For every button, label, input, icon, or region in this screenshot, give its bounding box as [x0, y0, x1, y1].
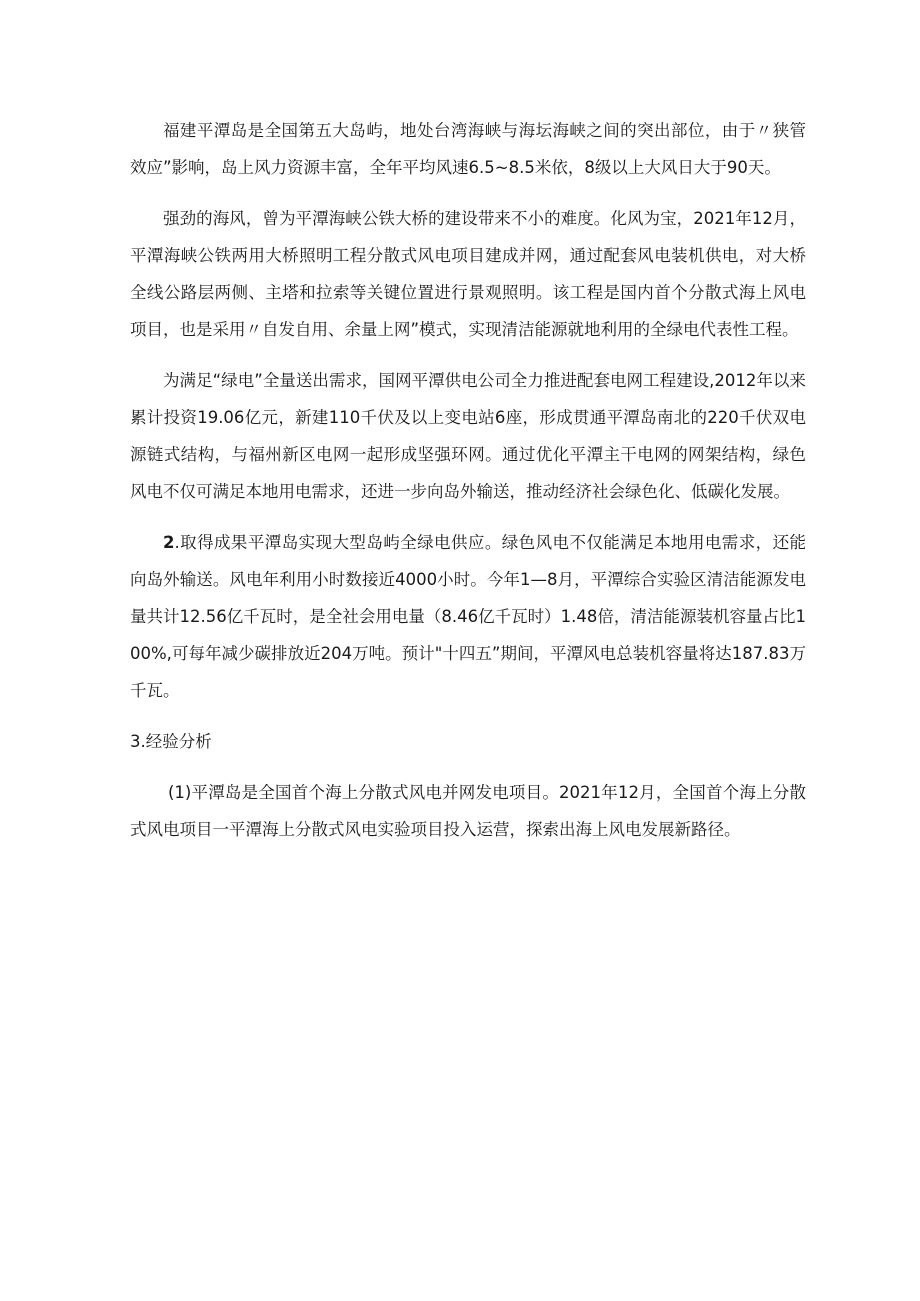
paragraph-island-wind: 福建平潭岛是全国第五大岛屿，地处台湾海峡与海坛海峡之间的突出部位，由于〃狭管效应”影响，岛上风力资源丰富，全年平均风速6.5~8.5米依，8级以上大风日大于90天。 [130, 121, 806, 177]
paragraph-experience-1: (1)平潭岛是全国首个海上分散式风电并网发电项目。2021年12月，全国首个海上分散式风电项目一平潭海上分散式风电实验项目投入运营，探索出海上风电发展新路径。 [130, 783, 806, 839]
results-text: .取得成果平潭岛实现大型岛屿全绿电供应。绿色风电不仅能满足本地用电需求，还能向岛外输送。风电年利用小时数接近4000小时。今年1—8月，平潭综合实验区清洁能源发电量共计12.56亿千瓦时，是全社会用电量（8.46亿千瓦时）1.48倍，清洁能源装机容量占比100%,可每年减少碳排放近204万吨。预计"十四五”期间，平潭风电总装机容量将达187.83万千瓦。 [130, 533, 806, 700]
section-heading-experience: 3.经验分析 [130, 732, 212, 751]
paragraph-results [130, 524, 806, 709]
section-number: 2 [163, 533, 175, 552]
document-body [130, 112, 806, 848]
paragraph-bridge-project: 强劲的海风，曾为平潭海峡公铁大桥的建设带来不小的难度。化风为宝，2021年12月，平潭海峡公铁两用大桥照明工程分散式风电项目建成并网，通过配套风电装机供电，对大桥全线公路层两侧、主塔和拉索等关键位置进行景观照明。该工程是国内首个分散式海上风电项目，也是采用〃自发自用、余量上网”模式，实现清洁能源就地利用的全绿电代表性工程。 [130, 209, 806, 339]
paragraph-grid-investment: 为满足“绿电”全量送出需求，国网平潭供电公司全力推进配套电网工程建设,2012年以来累计投资19.06亿元，新建110千伏及以上变电站6座，形成贯通平潭岛南北的220千伏双电源链式结构，与福州新区电网一起形成坚强环网。通过优化平潭主干电网的网架结构，绿色风电不仅可满足本地用电需求，还进一步向岛外输送，推动经济社会绿色化、低碳化发展。 [130, 371, 806, 501]
